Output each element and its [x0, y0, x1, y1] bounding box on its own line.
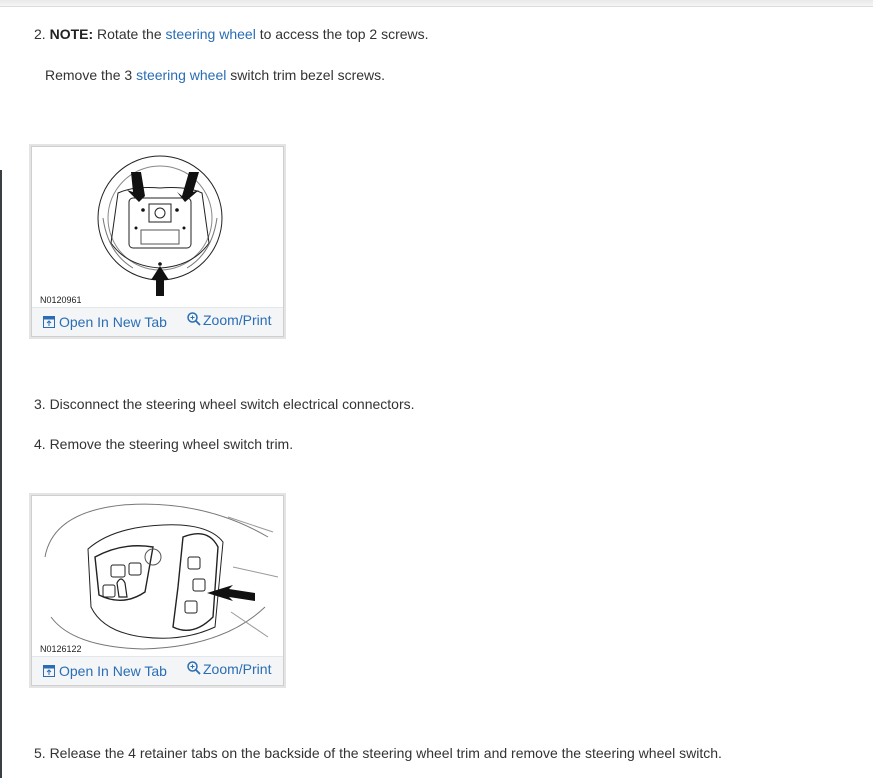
top-bar [0, 0, 873, 7]
substep-text-post: switch trim bezel screws. [226, 67, 386, 83]
steering-wheel-link[interactable]: steering wheel [165, 26, 256, 42]
steering-wheel-switch-trim-illustration[interactable] [33, 497, 282, 652]
zoom-print-button[interactable] [187, 661, 271, 678]
zoom-print-label: Zoom/Print [203, 661, 272, 677]
step-4: 4. Remove the steering wheel switch trim. [34, 436, 294, 452]
step-2-text-post: to access the top 2 screws. [255, 26, 429, 42]
step-3: 3. Disconnect the steering wheel switch electrical connectors. [34, 396, 415, 412]
window-edge [0, 170, 2, 778]
magnifier-icon [187, 661, 201, 678]
step-2-number: 2. [34, 26, 46, 42]
open-new-tab-icon [43, 664, 55, 680]
open-in-new-tab-button[interactable] [43, 314, 167, 331]
open-in-new-tab-label: Open In New Tab [59, 314, 167, 330]
steering-wheel-link-2[interactable]: steering wheel [136, 67, 227, 83]
step-2-substep [45, 66, 385, 84]
figure-2 [31, 495, 284, 686]
step-2 [34, 25, 429, 43]
open-in-new-tab-button[interactable] [43, 663, 167, 680]
figure-2-id: N0126122 [40, 644, 82, 654]
step-2-text-pre: Rotate the [93, 26, 166, 42]
open-in-new-tab-label: Open In New Tab [59, 663, 167, 679]
figure-1-id: N0120961 [40, 295, 82, 305]
zoom-print-label: Zoom/Print [203, 312, 272, 328]
note-label: NOTE: [49, 26, 94, 42]
substep-text-pre: Remove the 3 [45, 67, 137, 83]
steering-wheel-rear-illustration[interactable] [33, 148, 282, 303]
zoom-print-button[interactable] [187, 312, 271, 329]
figure-1 [31, 146, 284, 337]
figure-2-toolbar [32, 656, 283, 685]
step-5: 5. Release the 4 retainer tabs on the backside of the steering wheel trim and remove the steering wheel switch. [34, 745, 722, 761]
open-new-tab-icon [43, 315, 55, 331]
magnifier-icon [187, 312, 201, 329]
figure-1-toolbar [32, 307, 283, 336]
